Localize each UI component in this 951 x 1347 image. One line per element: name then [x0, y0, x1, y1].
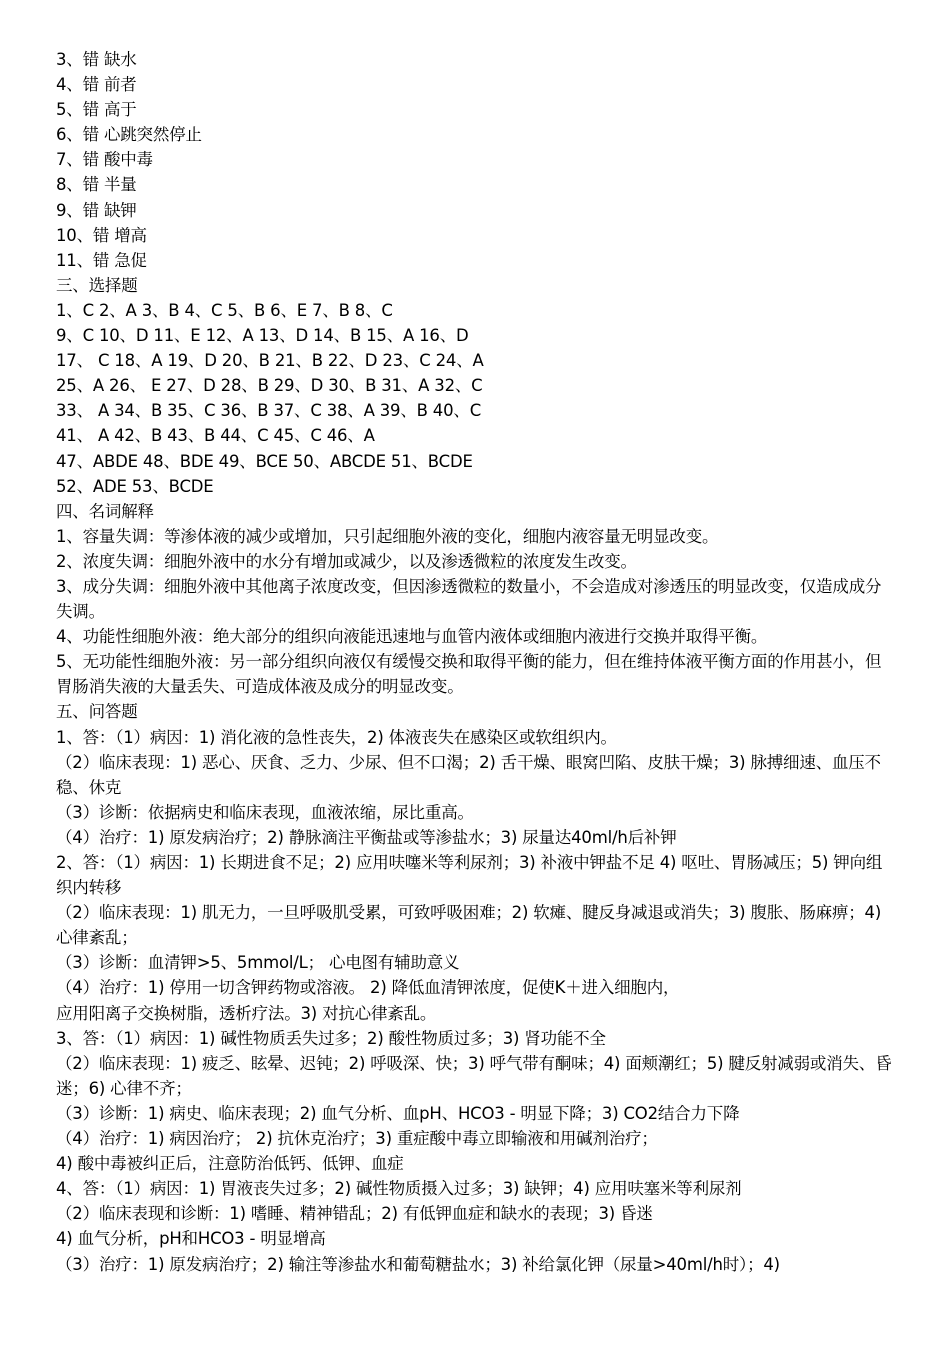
text-line: 3、答：（1）病因：1) 碱性物质丢失过多；2) 酸性物质过多；3) 肾功能不全: [56, 1028, 606, 1048]
text-line: 5、错 高于: [56, 100, 137, 120]
text-line: （2）临床表现：1) 疲乏、眩晕、迟钝；2) 呼吸深、快；3) 呼气带有酮味；4) 面颊潮红；5) 腱反射减弱或消失、昏迷；6) 心律不齐；: [56, 1053, 892, 1098]
text-line: 3、成分失调：细胞外液中其他离子浓度改变，但因渗透微粒的数量小，不会造成对渗透压的明显改变，仅造成成分失调。: [56, 576, 882, 622]
document-body: [56, 47, 896, 1277]
text-line: 4、功能性细胞外液：绝大部分的组织向液能迅速地与血管内液体或细胞内液进行交换并取得平衡。: [56, 627, 768, 647]
text-line: 4) 血气分析，pH和HCO3 - 明显增高: [56, 1229, 326, 1249]
text-line: 6、错 心跳突然停止: [56, 125, 202, 145]
text-line: 1、C 2、A 3、B 4、C 5、B 6、E 7、B 8、C: [56, 300, 393, 320]
section-heading: 五、问答题: [56, 702, 138, 722]
text-line: 25、A 26、 E 27、D 28、B 29、D 30、B 31、A 32、C: [56, 376, 483, 396]
text-line: 4、错 前者: [56, 75, 137, 95]
text-line: （4）治疗：1) 病因治疗； 2) 抗休克治疗；3) 重症酸中毒立即输液和用碱剂治疗；: [56, 1129, 658, 1149]
text-line: 17、 C 18、A 19、D 20、B 21、B 22、D 23、C 24、A: [56, 351, 484, 371]
text-line: 33、 A 34、B 35、C 36、B 37、C 38、A 39、B 40、C: [56, 401, 482, 421]
text-line: （3）诊断：血清钾>5、5mmol/L； 心电图有辅助意义: [56, 953, 460, 973]
text-line: 41、 A 42、B 43、B 44、C 45、C 46、A: [56, 426, 375, 446]
text-line: 10、错 增高: [56, 225, 147, 245]
text-line: （2）临床表现：1) 肌无力，一旦呼吸肌受累，可致呼吸困难；2) 软瘫、腱反身减退或消失；3) 腹胀、肠麻痹；4) 心律紊乱；: [56, 903, 887, 948]
text-line: （4）治疗：1) 停用一切含钾药物或溶液。 2) 降低血清钾浓度，促使K＋进入细胞内，: [56, 978, 680, 998]
text-line: （3）诊断：依据病史和临床表现，血液浓缩，尿比重高。: [56, 802, 474, 822]
text-line: 1、容量失调：等渗体液的减少或增加，只引起细胞外液的变化，细胞内液容量无明显改变。: [56, 526, 719, 546]
section-heading: 三、选择题: [56, 275, 138, 295]
text-line: 5、无功能性细胞外液：另一部分组织向液仅有缓慢交换和取得平衡的能力，但在维持体液平衡方面的作用甚小，但胃肠消失液的大量丢失、可造成体液及成分的明显改变。: [56, 652, 882, 697]
text-line: 52、ADE 53、BCDE: [56, 476, 214, 496]
text-line: 1、答：（1）病因：1) 消化液的急性丧失，2) 体液丧失在感染区或软组织内。: [56, 727, 617, 747]
text-line: 应用阳离子交换树脂，透析疗法。3) 对抗心律紊乱。: [56, 1003, 437, 1023]
text-line: 11、错 急促: [56, 250, 147, 270]
text-line: 9、C 10、D 11、E 12、A 13、D 14、B 15、A 16、D: [56, 326, 469, 346]
text-line: 8、错 半量: [56, 175, 137, 195]
section-heading: 四、名词解释: [56, 501, 154, 521]
text-line: 2、答：（1）病因：1) 长期进食不足；2) 应用呋噻米等利尿剂；3) 补液中钾盐不足 4) 呕吐、胃肠减压；5) 钾向组织内转移: [56, 853, 883, 898]
text-line: 47、ABDE 48、BDE 49、BCE 50、ABCDE 51、BCDE: [56, 451, 473, 471]
text-line: 4) 酸中毒被纠正后，注意防治低钙、低钾、血症: [56, 1154, 404, 1174]
text-line: （4）治疗：1) 原发病治疗；2) 静脉滴注平衡盐或等渗盐水；3) 尿量达40ml/h后补钾: [56, 827, 677, 847]
text-line: 4、答：（1）病因：1) 胃液丧失过多；2) 碱性物质摄入过多；3) 缺钾；4) 应用呋塞米等利尿剂: [56, 1179, 742, 1199]
text-line: 2、浓度失调：细胞外液中的水分有增加或减少，以及渗透微粒的浓度发生改变。: [56, 551, 637, 571]
text-line: 7、错 酸中毒: [56, 150, 153, 170]
text-line: 3、错 缺水: [56, 50, 137, 69]
text-line: （3）诊断：1) 病史、临床表现；2) 血气分析、血pH、HCO3 - 明显下降；3) CO2结合力下降: [56, 1103, 740, 1123]
text-line: 9、错 缺钾: [56, 200, 137, 220]
text-line: （2）临床表现：1) 恶心、厌食、乏力、少尿、但不口渴；2) 舌干燥、眼窝凹陷、皮肤干燥；3) 脉搏细速、血压不稳、休克: [56, 752, 881, 797]
text-line: （3）治疗：1) 原发病治疗；2) 输注等渗盐水和葡萄糖盐水；3) 补给氯化钾（尿量>40ml/h时）；4): [56, 1254, 780, 1274]
text-line: （2）临床表现和诊断：1) 嗜睡、精神错乱；2) 有低钾血症和缺水的表现；3) 昏迷: [56, 1204, 653, 1224]
